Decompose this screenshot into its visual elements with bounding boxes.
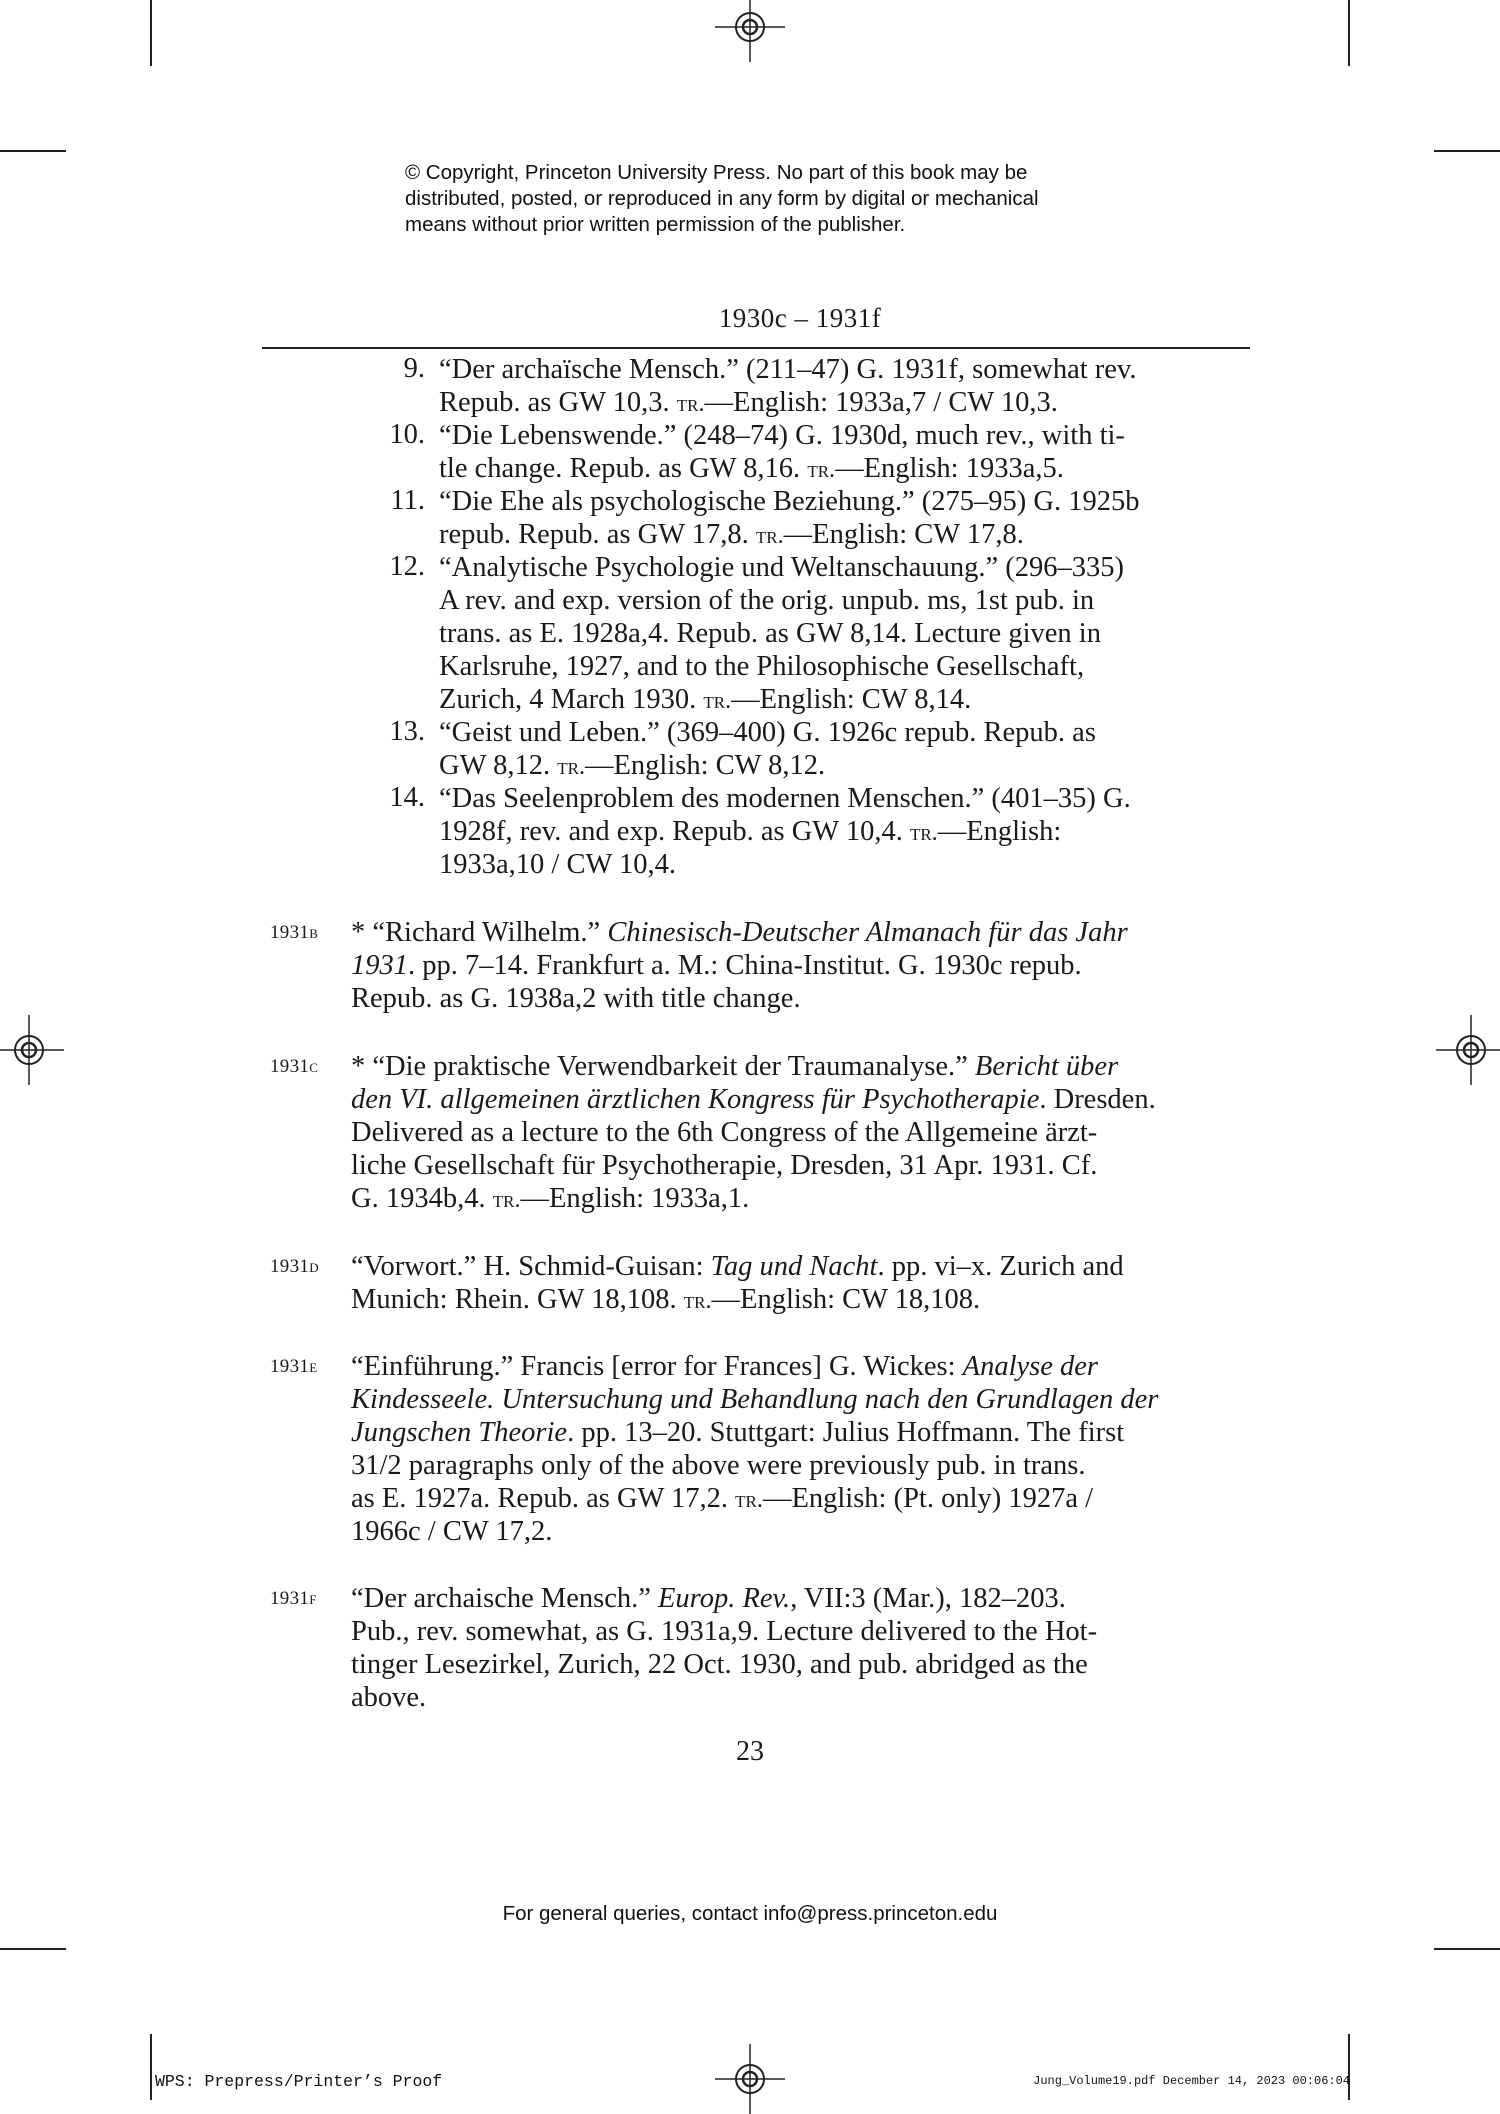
entry-line: Repub. as G. 1938a,2 with title change. — [351, 983, 801, 1014]
running-head: 1930c – 1931f — [718, 303, 882, 333]
entry-line: * “Richard Wilhelm.” Chinesisch-Deutscher Almanach für das Jahr — [351, 917, 1128, 948]
entry-year: 1931c — [270, 1056, 319, 1077]
item-number: 11. — [390, 485, 425, 516]
entry-line: 31/2 paragraphs only of the above were previously pub. in trans. — [351, 1450, 1086, 1481]
entry-line: repub. Repub. as GW 17,8. tr.—English: CW 17,8. — [439, 519, 1024, 550]
crop-mark — [150, 0, 152, 66]
entry-line: “Vorwort.” H. Schmid-Guisan: Tag und Nacht. pp. vi–x. Zurich and — [351, 1251, 1124, 1282]
entry-line: Munich: Rhein. GW 18,108. tr.—English: CW 18,108. — [351, 1284, 981, 1315]
copyright-notice — [405, 160, 1165, 238]
copyright-line: © Copyright, Princeton University Press. No part of this book may be — [405, 161, 1028, 184]
entry-line: “Analytische Psychologie und Weltanschauung.” (296–335) — [439, 552, 1124, 583]
proof-slug: WPS: Prepress/Printer’s Proof — [155, 2072, 443, 2091]
entry-line: 1966c / CW 17,2. — [351, 1516, 553, 1547]
file-slug: Jung_Volume19.pdf December 14, 2023 00:06:04 — [1033, 2074, 1350, 2088]
item-number: 14. — [389, 782, 425, 813]
entry-line: “Die Ehe als psychologische Beziehung.” (275–95) G. 1925b — [439, 486, 1140, 517]
registration-mark-icon — [715, 0, 785, 62]
entry-line: Delivered as a lecture to the 6th Congress of the Allgemeine ärzt- — [351, 1117, 1098, 1148]
entry-line: “Geist und Leben.” (369–400) G. 1926c repub. Repub. as — [439, 717, 1096, 748]
header-rule — [262, 347, 1250, 349]
item-number: 10. — [389, 419, 425, 450]
entry-year: 1931b — [270, 922, 319, 943]
entry-line: Pub., rev. somewhat, as G. 1931a,9. Lecture delivered to the Hot- — [351, 1616, 1098, 1647]
entry-line: A rev. and exp. version of the orig. unpub. ms, 1st pub. in — [439, 585, 1095, 616]
entry-line: “Der archaïsche Mensch.” (211–47) G. 1931f, somewhat rev. — [439, 354, 1137, 385]
entry-year: 1931e — [270, 1356, 318, 1377]
crop-mark — [1434, 1948, 1500, 1950]
entry-line: Kindesseele. Untersuchung und Behandlung nach den Grundlagen der — [351, 1384, 1159, 1415]
copyright-line: means without prior written permission of the publisher. — [405, 213, 906, 236]
entry-line: * “Die praktische Verwendbarkeit der Traumanalyse.” Bericht über — [351, 1051, 1119, 1082]
entry-year: 1931f — [270, 1588, 317, 1609]
entry-year: 1931d — [270, 1256, 319, 1277]
crop-mark — [0, 150, 66, 152]
entry-line: den VI. allgemeinen ärztlichen Kongress für Psychotherapie. Dresden. — [351, 1084, 1156, 1115]
entry-line: “Das Seelenproblem des modernen Menschen.” (401–35) G. — [439, 783, 1131, 814]
entry-line: tinger Lesezirkel, Zurich, 22 Oct. 1930, and pub. abridged as the — [351, 1649, 1088, 1680]
registration-mark-icon — [1436, 1015, 1500, 1085]
entry-line: Zurich, 4 March 1930. tr.—English: CW 8,14. — [439, 684, 972, 715]
entry-line: “Einführung.” Francis [error for Frances] G. Wickes: Analyse der — [351, 1351, 1098, 1382]
entry-line: Jungschen Theorie. pp. 13–20. Stuttgart: Julius Hoffmann. The first — [351, 1417, 1125, 1448]
entry-line: liche Gesellschaft für Psychotherapie, Dresden, 31 Apr. 1931. Cf. — [351, 1150, 1098, 1181]
entry-line: as E. 1927a. Repub. as GW 17,2. tr.—English: (Pt. only) 1927a / — [351, 1483, 1094, 1514]
crop-mark — [0, 1948, 66, 1950]
copyright-line: distributed, posted, or reproduced in any form by digital or mechanical — [405, 187, 1039, 210]
item-number: 12. — [389, 551, 425, 582]
entry-line: trans. as E. 1928a,4. Repub. as GW 8,14. Lecture given in — [439, 618, 1101, 649]
page-number: 23 — [736, 1736, 764, 1767]
registration-mark-icon — [0, 1015, 64, 1085]
footer-contact: For general queries, contact info@press.princeton.edu — [502, 1902, 998, 1925]
item-number: 13. — [389, 716, 425, 747]
entry-line: “Der archaische Mensch.” Europ. Rev., VII:3 (Mar.), 182–203. — [351, 1583, 1066, 1614]
entry-line: Karlsruhe, 1927, and to the Philosophische Gesellschaft, — [439, 651, 1085, 682]
entry-line: tle change. Repub. as GW 8,16. tr.—English: 1933a,5. — [439, 453, 1064, 484]
crop-mark — [1434, 150, 1500, 152]
entry-line: 1933a,10 / CW 10,4. — [439, 849, 676, 880]
item-number: 9. — [403, 353, 425, 384]
entry-line: “Die Lebenswende.” (248–74) G. 1930d, much rev., with ti- — [439, 420, 1125, 451]
registration-mark-icon — [715, 2044, 785, 2114]
crop-mark — [150, 2034, 152, 2100]
crop-mark — [1348, 0, 1350, 66]
entry-line: 1928f, rev. and exp. Repub. as GW 10,4. tr.—English: — [439, 816, 1062, 847]
entry-line: G. 1934b,4. tr.—English: 1933a,1. — [351, 1183, 750, 1214]
entry-line: 1931. pp. 7–14. Frankfurt a. M.: China-Institut. G. 1930c repub. — [351, 950, 1082, 981]
entry-line: above. — [351, 1682, 427, 1713]
entry-line: GW 8,12. tr.—English: CW 8,12. — [439, 750, 826, 781]
crop-mark — [1348, 2034, 1350, 2100]
entry-line: Repub. as GW 10,3. tr.—English: 1933a,7 / CW 10,3. — [439, 387, 1058, 418]
